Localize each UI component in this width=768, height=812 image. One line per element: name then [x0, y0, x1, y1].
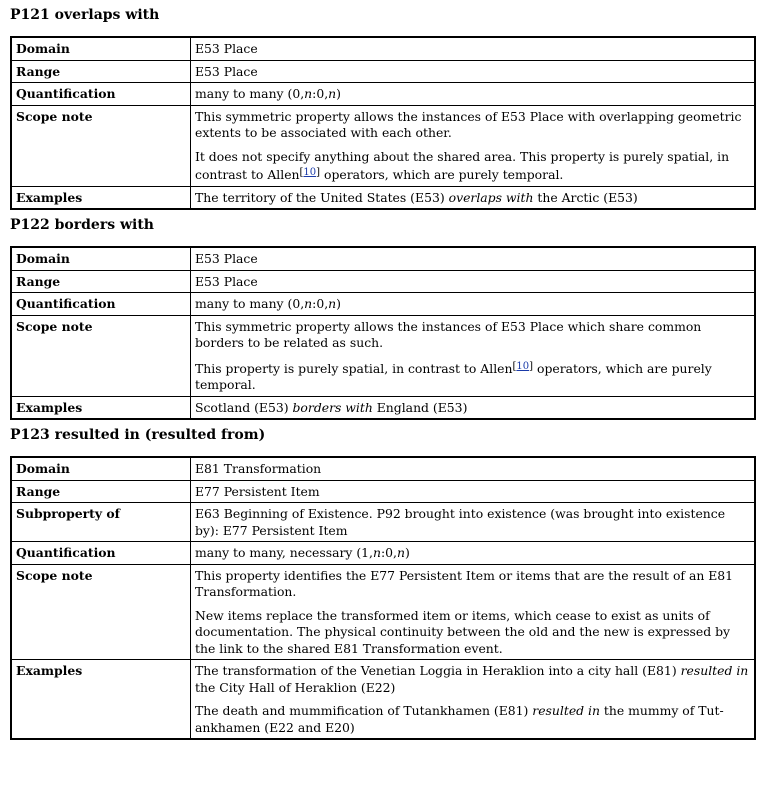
table-row: [11, 293, 755, 316]
scope-paragraph: This property is purely spatial, in contrast to Allen[10] operators, which are purely temporal.: [195, 360, 712, 392]
table-row: [11, 105, 755, 186]
table-row: [11, 542, 755, 565]
table-row: [11, 270, 755, 293]
section-title-p121: P121 overlaps with: [10, 7, 160, 23]
row-value-quantification: many to many (0,n:0,n): [191, 293, 756, 316]
row-label-domain: Domain: [11, 247, 191, 270]
row-label-quantification: Quantification: [11, 83, 191, 106]
row-label-scope-note: Scope note: [11, 105, 191, 186]
row-value-domain: E81 Transformation: [191, 457, 756, 480]
section-title-p123: P123 resulted in (resulted from): [10, 427, 266, 443]
row-label-range: Range: [11, 60, 191, 83]
row-label-range: Range: [11, 480, 191, 503]
table-row: [11, 186, 755, 209]
table-row: [11, 660, 755, 740]
row-value-examples: Scotland (E53) borders with England (E53): [191, 396, 756, 419]
row-label-scope-note: Scope note: [11, 315, 191, 396]
table-row: [11, 564, 755, 660]
table-row: [11, 315, 755, 396]
row-label-quantification: Quantification: [11, 542, 191, 565]
reference-link[interactable]: 10: [516, 360, 530, 372]
table-row: [11, 480, 755, 503]
row-value-domain: E53 Place: [191, 247, 756, 270]
scope-paragraph: This symmetric property allows the instances of E53 Place which share common borders to be related as such.: [195, 318, 702, 350]
reference-link[interactable]: 10: [303, 167, 317, 178]
scope-paragraph: This property identifies the E77 Persistent Item or items that are the result of an E81 Transformation.: [195, 567, 734, 599]
table-row: [11, 37, 755, 60]
row-label-subproperty: Subproperty of: [11, 503, 191, 542]
row-label-domain: Domain: [11, 37, 191, 60]
row-value-range: E53 Place: [191, 60, 756, 83]
row-label-examples: Examples: [11, 396, 191, 419]
table-row: [11, 396, 755, 419]
table-row: [11, 60, 755, 83]
row-value-domain: E53 Place: [191, 37, 756, 60]
table-row: [11, 503, 755, 542]
row-value-quantification: many to many, necessary (1,n:0,n): [191, 542, 756, 565]
row-value-scope-note: [191, 564, 756, 660]
row-value-quantification: many to many (0,n:0,n): [191, 83, 756, 106]
property-table-p121: [10, 36, 756, 210]
scope-paragraph: It does not specify anything about the shared area. This property is purely spatial, in contrast to Allen[10] operators, which are purely temporal.: [195, 148, 730, 182]
row-label-range: Range: [11, 270, 191, 293]
property-table-p123: [10, 456, 756, 740]
row-label-examples: Examples: [11, 660, 191, 740]
row-value-examples: [191, 660, 756, 740]
table-row: [11, 457, 755, 480]
property-table-p122: [10, 246, 756, 420]
document-page: [10, 0, 756, 740]
row-label-scope-note: Scope note: [11, 564, 191, 660]
row-label-examples: Examples: [11, 186, 191, 209]
row-label-quantification: Quantification: [11, 293, 191, 316]
table-row: [11, 83, 755, 106]
row-label-domain: Domain: [11, 457, 191, 480]
scope-paragraph: New items replace the transformed item or items, which cease to exist as units of documentation. The physical continuity between the old and the new is expressed by the link to the shared E81 Transformation event.: [195, 607, 731, 656]
example-paragraph: The transformation of the Venetian Loggia in Heraklion into a city hall (E81) resulted in the City Hall of Heraklion (E22): [195, 663, 749, 695]
table-row: [11, 247, 755, 270]
scope-paragraph: This symmetric property allows the instances of E53 Place with overlapping geometric extents to be associated with each other.: [195, 108, 742, 140]
row-value-examples: The territory of the United States (E53) overlaps with the Arctic (E53): [191, 186, 756, 209]
example-paragraph: The death and mummification of Tutankhamen (E81) resulted in the mummy of Tut-ankhamen (E22 and E20): [195, 703, 724, 735]
row-value-range: E53 Place: [191, 270, 756, 293]
row-value-scope-note: [191, 315, 756, 396]
row-value-subproperty: E63 Beginning of Existence. P92 brought into existence (was brought into existence by): E77 Persistent Item: [191, 503, 756, 542]
section-title-p122: P122 borders with: [10, 217, 154, 233]
row-value-range: E77 Persistent Item: [191, 480, 756, 503]
row-value-scope-note: [191, 105, 756, 186]
